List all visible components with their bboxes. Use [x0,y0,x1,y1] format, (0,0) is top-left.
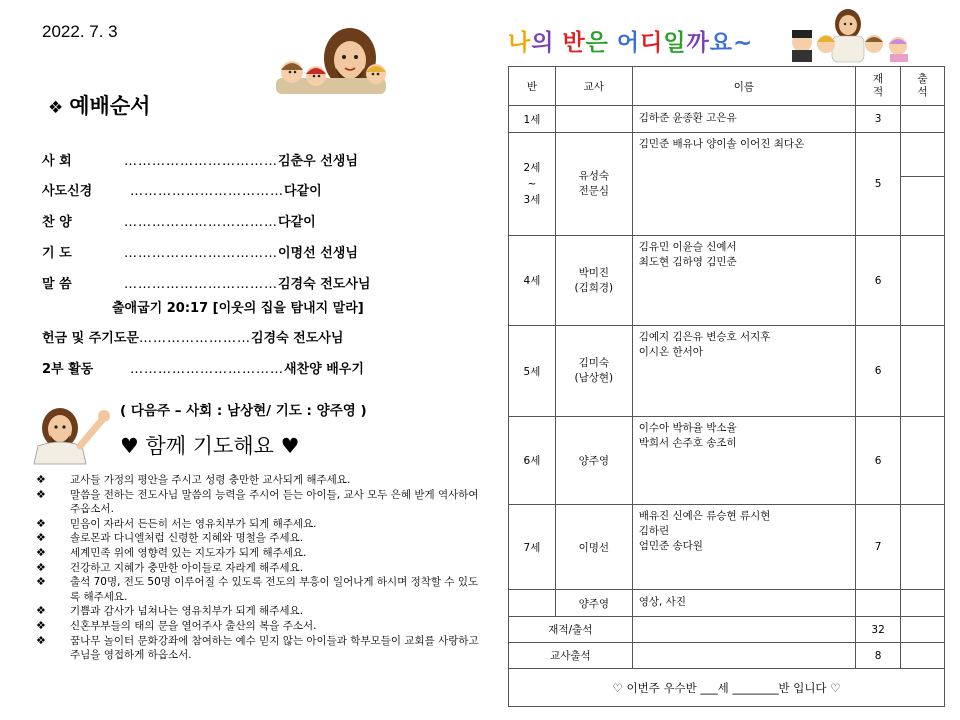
count-cell: 3 [856,106,901,133]
table-row [509,505,945,590]
order-value: 김경숙 전도사님 [278,277,371,292]
count-cell: 7 [856,505,901,590]
order-dots: …………………………… [124,246,278,261]
order-row-host [42,150,358,169]
order-value: 새찬양 배우기 [284,362,364,377]
class-cell: 1세 [509,106,556,133]
class-cell: 5세 [509,326,556,417]
table-row [509,590,945,617]
class-cell: 4세 [509,236,556,326]
next-week-note: ( 다음주 – 사회 : 남상현/ 기도 : 양주영 ) [120,403,367,419]
order-label: 찬 양 [42,215,72,230]
header-enrolled: 재 적 [856,67,901,106]
count-cell: 5 [856,133,901,236]
footer-row [509,669,945,707]
prayer-section-title: ♥ 함께 기도해요 ♥ [120,434,300,458]
order-dots: …………………… [138,331,251,346]
table-row [509,417,945,505]
order-row-praise [42,211,316,230]
count-cell [856,590,901,617]
total-label: 교사출석 [509,643,633,669]
header-class: 반 [509,67,556,106]
table-header-row [509,67,945,106]
prayer-item-text: 솔로몬과 다니엘처럼 신령한 지혜와 명철을 주세요. [70,532,304,545]
teacher-cell: 박미진 (김희경) [555,236,632,326]
title-char: 나 [508,30,532,56]
prayer-item [36,619,486,634]
header-teacher: 교사 [555,67,632,106]
class-cell: 2세 ~ 3세 [509,133,556,236]
teacher-cell: 이명선 [555,505,632,590]
prayer-item-text: 말씀을 전하는 전도사님 말씀의 능력을 주시어 듣는 아이들, 교사 모두 은혜 받게 역사하여 주옵소서. [70,488,479,516]
attend-cell[interactable] [901,177,945,236]
prayer-item [36,634,486,663]
order-value: 김경숙 전도사님 [250,331,344,346]
order-label: 기 도 [42,246,72,261]
table-row [509,236,945,326]
title-char: 어 [616,30,641,56]
order-row-sermon [42,273,370,292]
teacher-cell: 김미숙 (남상현) [555,326,632,417]
header-names: 이름 [632,67,855,106]
class-cell [509,590,556,617]
prayer-item-text: 교사들 가정의 평안을 주시고 성령 충만한 교사되게 해주세요. [70,474,351,486]
teacher-cell: 양주영 [555,590,632,617]
order-dots: …………………………… [130,184,284,199]
attend-cell[interactable] [901,236,945,326]
table-row [509,326,945,417]
order-row-prayer [42,242,358,261]
prayer-item [36,561,486,576]
count-cell: 6 [856,326,901,417]
order-value: 이명선 선생님 [278,246,358,261]
worship-order-title-text: 예배순서 [69,94,151,118]
worship-order-title [48,90,150,120]
order-row-second-part [42,358,364,377]
class-cell: 6세 [509,417,556,505]
attend-cell[interactable] [901,505,945,590]
waving-jesus-illustration [22,402,114,466]
attend-cell[interactable] [901,133,945,177]
prayer-item [36,604,486,619]
title-char: 요 [709,30,733,56]
best-class-footer: ♡ 이번주 우수반 ___세 ________반 입니다 ♡ [509,669,945,707]
title-char: 까 [686,30,710,56]
order-row-creed [42,180,322,199]
order-dots: …………………………… [130,362,284,377]
names-cell: 배유진 신예은 류승현 류시현 김하린 엄민준 송다원 [632,505,855,590]
order-dots: …………………………… [124,215,278,230]
diamond-bullet-icon: ❖ [36,604,46,618]
prayer-item [36,488,486,517]
prayer-item-text: 세계민족 위에 영향력 있는 지도자가 되게 해주세요. [70,546,307,559]
order-label: 사 회 [42,154,72,169]
prayer-item-text: 믿음이 자라서 든든히 서는 영유치부가 되게 해주세요. [70,517,317,530]
order-value: 다같이 [284,184,322,199]
order-value: 김춘우 선생님 [278,154,358,169]
diamond-bullet-icon: ❖ [36,545,46,559]
diamond-bullet-icon: ❖ [36,473,46,486]
prayer-list [36,473,486,663]
prayer-item [36,473,486,488]
prayer-item-text: 건강하고 지혜가 충만한 아이들로 자라게 해주세요. [70,561,304,574]
prayer-item-text: 기쁨과 감사가 넘쳐나는 영유치부가 되게 해주세요. [70,605,304,618]
total-value: 32 [856,617,901,643]
diamond-bullet-icon: ❖ [48,98,64,118]
table-row [509,106,945,133]
diamond-bullet-icon: ❖ [36,633,46,647]
title-char: ~ [732,30,754,56]
prayer-item [36,517,486,532]
title-char: 일 [663,30,687,56]
teacher-cell: 양주영 [555,417,632,505]
diamond-bullet-icon: ❖ [36,618,46,632]
prayer-item-text: 신혼부부들의 태의 문을 열어주사 출산의 복을 주소서. [70,619,317,632]
total-empty [632,617,855,643]
total-empty [632,643,855,669]
scripture-reference: 출애굽기 20:17 [이웃의 집을 탐내지 말라] [112,301,364,316]
names-cell: 영상, 사진 [632,590,855,617]
title-char: 반 [562,30,586,56]
header-attend: 출 석 [901,67,945,106]
attendance-table [508,66,945,707]
names-cell: 이수아 박하율 박소율 박희서 손주호 송조히 [632,417,855,505]
class-section-title [508,24,753,57]
attend-cell[interactable] [901,106,945,133]
names-cell: 김민준 배유나 양이솔 이어진 최다온 [632,133,855,236]
order-label: 사도신경 [42,184,93,199]
prayer-item [36,531,486,546]
title-char: 은 [585,30,609,56]
diamond-bullet-icon: ❖ [36,575,46,589]
order-label: 2부 활동 [42,362,94,377]
table-row [509,133,945,177]
teacher-cell [555,106,632,133]
jesus-children-illustration [272,16,390,98]
count-cell: 6 [856,417,901,505]
prayer-item [36,546,486,561]
order-label: 말 씀 [42,277,72,292]
teacher-cell: 유성숙 전문심 [555,133,632,236]
diamond-bullet-icon: ❖ [36,531,46,545]
total-attend-cell[interactable] [901,617,945,643]
total-value: 8 [856,643,901,669]
bulletin-date: 2022. 7. 3 [42,22,118,41]
class-cell: 7세 [509,505,556,590]
title-char: 의 [531,30,555,56]
diamond-bullet-icon: ❖ [36,560,46,574]
attend-cell[interactable] [901,326,945,417]
order-dots: …………………………… [124,277,278,292]
total-label: 재적/출석 [509,617,633,643]
order-label: 헌금 및 주기도문 [42,331,139,346]
names-cell: 김유민 이윤슬 신예서 최도현 김하영 김민준 [632,236,855,326]
prayer-item [36,575,486,604]
total-row [509,617,945,643]
order-dots: …………………………… [124,154,278,169]
order-row-offering [42,327,343,346]
teacher-total-row [509,643,945,669]
count-cell: 6 [856,236,901,326]
prayer-item-text: 꿈나무 놀이터 문화강좌에 참여하는 예수 믿지 않는 아이들과 학부모들이 교회를 사랑하고 주님을 영접하게 하옵소서. [70,634,479,662]
diamond-bullet-icon: ❖ [36,487,46,501]
names-cell: 김예지 김은유 변승호 서지후 이시온 한서아 [632,326,855,417]
order-value: 다같이 [278,215,316,230]
diamond-bullet-icon: ❖ [36,516,46,530]
names-cell: 김하준 윤종환 고은유 [632,106,855,133]
jesus-group-illustration [786,6,916,64]
title-char: 디 [640,30,664,56]
attend-cell[interactable] [901,590,945,617]
prayer-item-text: 출석 70명, 전도 50명 이루어질 수 있도록 전도의 부흥이 일어나게 하시며 정착할 수 있도록 해주세요. [70,576,479,603]
total-attend-cell[interactable] [901,643,945,669]
attend-cell[interactable] [901,417,945,505]
